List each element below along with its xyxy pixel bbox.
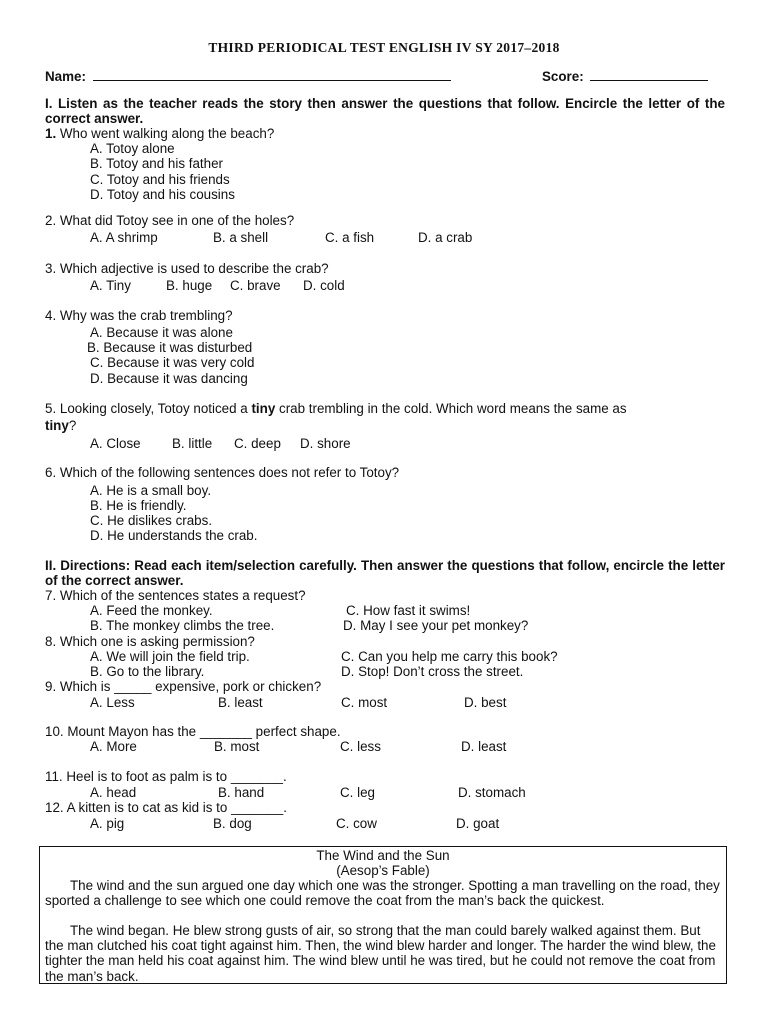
question-number: 5.	[45, 401, 57, 416]
option: A. Tiny	[90, 278, 131, 293]
question-text: Looking closely, Totoy noticed a	[59, 401, 252, 416]
option: C. a fish	[325, 230, 375, 245]
fable-paragraph-2	[45, 923, 721, 984]
bold-word: tiny	[45, 418, 69, 433]
option: B. a shell	[213, 230, 269, 245]
option: C. deep	[234, 436, 281, 451]
page-title: THIRD PERIODICAL TEST ENGLISH IV SY 2017–2018	[208, 40, 560, 55]
option: D. Because it was dancing	[90, 371, 248, 386]
option: B. Totoy and his father	[90, 156, 223, 171]
option: A. Because it was alone	[90, 325, 233, 340]
question-9: 9. Which is _____ expensive, pork or chicken?	[45, 679, 322, 694]
option: C. Totoy and his friends	[90, 172, 230, 187]
bold-word: tiny	[251, 401, 276, 416]
part1-directions: I. Listen as the teacher reads the story then answer the questions that follow. Encircle the letter of the correct answer.	[45, 96, 725, 126]
question-text: Which adjective is used to describe the crab?	[59, 261, 329, 276]
question-2	[45, 213, 294, 228]
question-10: 10. Mount Mayon has the _______ perfect shape.	[45, 724, 341, 739]
option: A. Close	[90, 436, 141, 451]
question-text: What did Totoy see in one of the holes?	[59, 213, 295, 228]
option: B. Go to the library.	[90, 664, 205, 679]
part2-directions: II. Directions: Read each item/selection carefully. Then answer the questions that follow, encircle the letter of the correct answer.	[45, 558, 725, 588]
question-text: Which of the following sentences does not refer to Totoy?	[59, 465, 400, 480]
name-label: Name:	[45, 69, 86, 84]
option: C. Can you help me carry this book?	[341, 649, 558, 664]
option: A. head	[90, 785, 137, 800]
option: C. Because it was very cold	[90, 355, 255, 370]
option: B. least	[218, 695, 263, 710]
question-text: crab trembling in the cold. Which word means the same as	[275, 401, 627, 416]
option: D. a crab	[418, 230, 473, 245]
score-field	[542, 68, 708, 84]
question-3	[45, 261, 329, 276]
option: A. pig	[90, 816, 125, 831]
question-5	[45, 401, 627, 416]
option: D. best	[464, 695, 507, 710]
option: D. least	[461, 739, 507, 754]
option: B. He is friendly.	[90, 498, 187, 513]
option: C. leg	[340, 785, 375, 800]
option: D. Totoy and his cousins	[90, 187, 235, 202]
option: C. less	[340, 739, 381, 754]
option: A. Less	[90, 695, 135, 710]
question-5-cont	[45, 418, 76, 433]
question-11: 11. Heel is to foot as palm is to _______.	[45, 769, 287, 784]
question-text: ?	[68, 418, 77, 433]
option: A. Totoy alone	[90, 141, 175, 156]
option: A. A shrimp	[90, 230, 158, 245]
option: B. Because it was disturbed	[87, 340, 253, 355]
option: B. most	[214, 739, 260, 754]
question-8: 8. Which one is asking permission?	[45, 634, 255, 649]
option: C. most	[341, 695, 388, 710]
option: D. He understands the crab.	[90, 528, 258, 543]
fable-paragraph-1	[45, 878, 721, 908]
option: B. huge	[166, 278, 213, 293]
option: B. dog	[213, 816, 252, 831]
option: A. More	[90, 739, 137, 754]
option: D. shore	[300, 436, 351, 451]
name-blank	[93, 68, 451, 81]
question-number: 1.	[45, 126, 57, 141]
option: A. We will join the field trip.	[90, 649, 250, 664]
option: C. He dislikes crabs.	[90, 513, 213, 528]
option: D. cold	[303, 278, 345, 293]
option: C. cow	[336, 816, 377, 831]
option: A. He is a small boy.	[90, 483, 212, 498]
option: B. little	[172, 436, 213, 451]
question-number: 2.	[45, 213, 57, 228]
option: C. brave	[230, 278, 281, 293]
question-number: 3.	[45, 261, 57, 276]
score-label: Score:	[542, 69, 584, 84]
question-6	[45, 465, 399, 480]
name-field	[45, 68, 451, 84]
option: B. hand	[218, 785, 265, 800]
question-number: 6.	[45, 465, 57, 480]
question-7: 7. Which of the sentences states a request?	[45, 588, 306, 603]
option: C. How fast it swims!	[346, 603, 471, 618]
option: D. goat	[456, 816, 500, 831]
paragraph-text: The wind and the sun argued one day which one was the stronger. Spotting a man travelling on the road, they sported a challenge to see which one could remove the coat from the man’s back the quickest.	[45, 878, 720, 909]
paragraph-text: The wind began. He blew strong gusts of air, so strong that the man could barely walked against them. But the man clutched his coat tight against him. Then, the wind blew harder and longer. The harder the wind blew, the tighter the man held his coat against him. The wind blew until he was tired, but he could not remove the coat from the man’s back.	[45, 923, 716, 984]
score-blank	[590, 68, 708, 81]
fable-title: The Wind and the Sun	[316, 848, 450, 863]
question-text: Why was the crab trembling?	[59, 308, 233, 323]
fable-box	[39, 846, 727, 984]
question-text: Who went walking along the beach?	[59, 126, 275, 141]
question-1	[45, 126, 274, 141]
option: D. stomach	[458, 785, 526, 800]
option: B. The monkey climbs the tree.	[90, 618, 275, 633]
question-number: 4.	[45, 308, 57, 323]
option: A. Feed the monkey.	[90, 603, 213, 618]
question-12: 12. A kitten is to cat as kid is to _______.	[45, 800, 287, 815]
option: D. May I see your pet monkey?	[343, 618, 529, 633]
option: D. Stop! Don’t cross the street.	[341, 664, 524, 679]
question-4	[45, 308, 233, 323]
fable-subtitle: (Aesop’s Fable)	[336, 863, 430, 878]
